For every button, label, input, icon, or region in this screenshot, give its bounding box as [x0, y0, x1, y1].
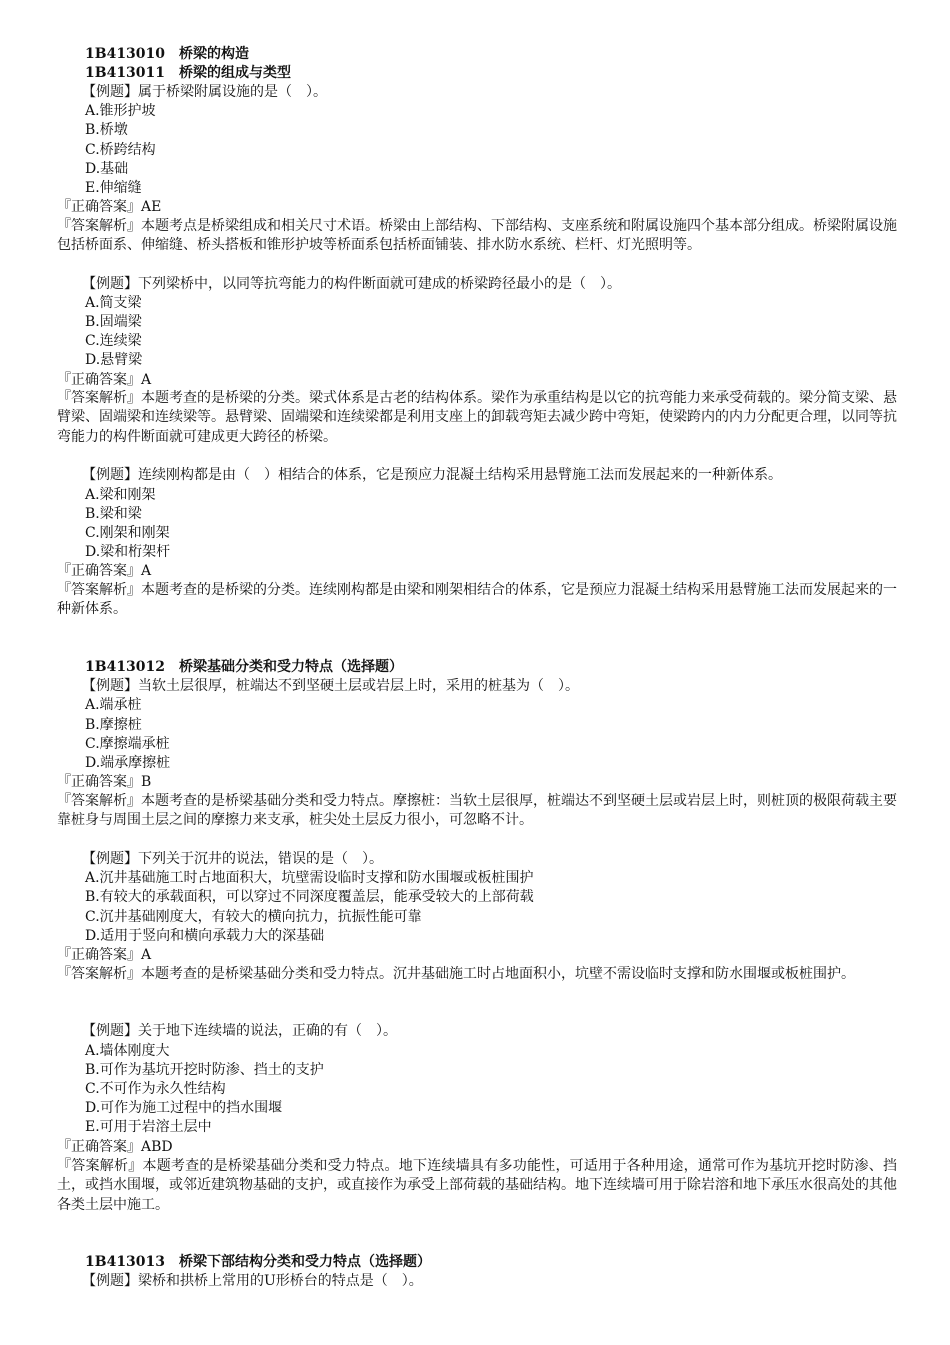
option-a: A.简支梁 [85, 295, 142, 311]
option-b: B.可作为基坑开挖时防渗、挡土的支护 [85, 1062, 324, 1078]
option-d: D.悬臂梁 [85, 352, 143, 368]
question-stem: 【例题】下列梁桥中，以同等抗弯能力的构件断面就可建成的桥梁跨径最小的是（ ）。 [82, 276, 621, 292]
section-heading: 1B413010 桥梁的构造 [85, 46, 250, 62]
answer-analysis: 『答案解析』本题考查的是桥梁基础分类和受力特点。地下连续墙具有多功能性，可适用于各种用途，通常可作为基坑开挖时防渗、挡土，或挡水围堰，或邻近建筑物基础的支护，或直接作为承受上部荷载的基础结构。地下连续墙可用于除岩溶和地下承压水很高处的其他各类土层中施工。 [57, 1158, 897, 1213]
answer-analysis: 『答案解析』本题考查的是桥梁的分类。梁式体系是古老的结构体系。梁作为承重结构是以它的抗弯能力来承受荷载的。梁分简支梁、悬臂梁、固端梁和连续梁等。悬臂梁、固端梁和连续梁都是利用支座上的卸载弯矩去减少跨中弯矩，使梁跨内的内力分配更合理，以同等抗弯能力的构件断面就可建成更大跨径的桥梁。 [57, 390, 897, 445]
section-heading: 1B413012 桥梁基础分类和受力特点（选择题） [85, 659, 404, 675]
option-d: D.梁和桁架杆 [85, 544, 171, 560]
option-e: E.可用于岩溶土层中 [85, 1119, 212, 1135]
question-stem: 【例题】梁桥和拱桥上常用的U形桥台的特点是（ ）。 [82, 1273, 423, 1289]
option-e: E.伸缩缝 [85, 180, 142, 196]
correct-answer: 『正确答案』B [57, 774, 152, 790]
option-c: C.桥跨结构 [85, 142, 156, 158]
option-d: D.端承摩擦桩 [85, 755, 171, 771]
option-d: D.适用于竖向和横向承载力大的深基础 [85, 928, 325, 944]
option-c: C.连续梁 [85, 333, 142, 349]
option-a: A.墙体刚度大 [85, 1043, 170, 1059]
correct-answer: 『正确答案』ABD [57, 1139, 173, 1155]
question-stem: 【例题】连续刚构都是由（ ）相结合的体系，它是预应力混凝土结构采用悬臂施工法而发展起来的一种新体系。 [82, 467, 782, 483]
question-stem: 【例题】属于桥梁附属设施的是（ ）。 [82, 84, 327, 100]
option-d: D.可作为施工过程中的挡水围堰 [85, 1100, 283, 1116]
question-stem: 【例题】当软土层很厚，桩端达不到坚硬土层或岩层上时，采用的桩基为（ ）。 [82, 678, 579, 694]
section-heading: 1B413013 桥梁下部结构分类和受力特点（选择题） [85, 1254, 432, 1270]
option-b: B.有较大的承载面积，可以穿过不同深度覆盖层，能承受较大的上部荷载 [85, 889, 534, 905]
subsection-heading: 1B413011 桥梁的组成与类型 [85, 65, 292, 81]
option-b: B.梁和梁 [85, 506, 142, 522]
option-c: C.沉井基础刚度大，有较大的横向抗力，抗振性能可靠 [85, 909, 422, 925]
option-b: B.固端梁 [85, 314, 142, 330]
option-b: B.桥墩 [85, 122, 128, 138]
option-a: A.梁和刚架 [85, 487, 156, 503]
option-a: A.锥形护坡 [85, 103, 156, 119]
correct-answer: 『正确答案』A [57, 563, 152, 579]
option-b: B.摩擦桩 [85, 717, 142, 733]
option-d: D.基础 [85, 161, 129, 177]
option-c: C.摩擦端承桩 [85, 736, 170, 752]
answer-analysis: 『答案解析』本题考点是桥梁组成和相关尺寸术语。桥梁由上部结构、下部结构、支座系统和附属设施四个基本部分组成。桥梁附属设施包括桥面系、伸缩缝、桥头搭板和锥形护坡等桥面系包括桥面铺装、排水防水系统、栏杆、灯光照明等。 [57, 218, 897, 254]
question-stem: 【例题】下列关于沉井的说法，错误的是（ ）。 [82, 851, 383, 867]
correct-answer: 『正确答案』AE [57, 199, 162, 215]
correct-answer: 『正确答案』A [57, 372, 152, 388]
option-c: C.不可作为永久性结构 [85, 1081, 226, 1097]
correct-answer: 『正确答案』A [57, 947, 152, 963]
question-stem: 【例题】关于地下连续墙的说法，正确的有（ ）。 [82, 1023, 397, 1039]
answer-analysis: 『答案解析』本题考查的是桥梁基础分类和受力特点。摩擦桩：当软土层很厚，桩端达不到坚硬土层或岩层上时，则桩顶的极限荷载主要靠桩身与周围土层之间的摩擦力来支承，桩尖处土层反力很小，可忽略不计。 [57, 793, 897, 829]
option-a: A.沉井基础施工时占地面积大，坑壁需设临时支撑和防水围堰或板桩围护 [85, 870, 534, 886]
answer-analysis: 『答案解析』本题考查的是桥梁基础分类和受力特点。沉井基础施工时占地面积小，坑壁不需设临时支撑和防水围堰或板桩围护。 [57, 966, 855, 982]
option-a: A.端承桩 [85, 697, 142, 713]
answer-analysis: 『答案解析』本题考查的是桥梁的分类。连续刚构都是由梁和刚架相结合的体系，它是预应力混凝土结构采用悬臂施工法而发展起来的一种新体系。 [57, 582, 897, 618]
option-c: C.刚架和刚架 [85, 525, 170, 541]
